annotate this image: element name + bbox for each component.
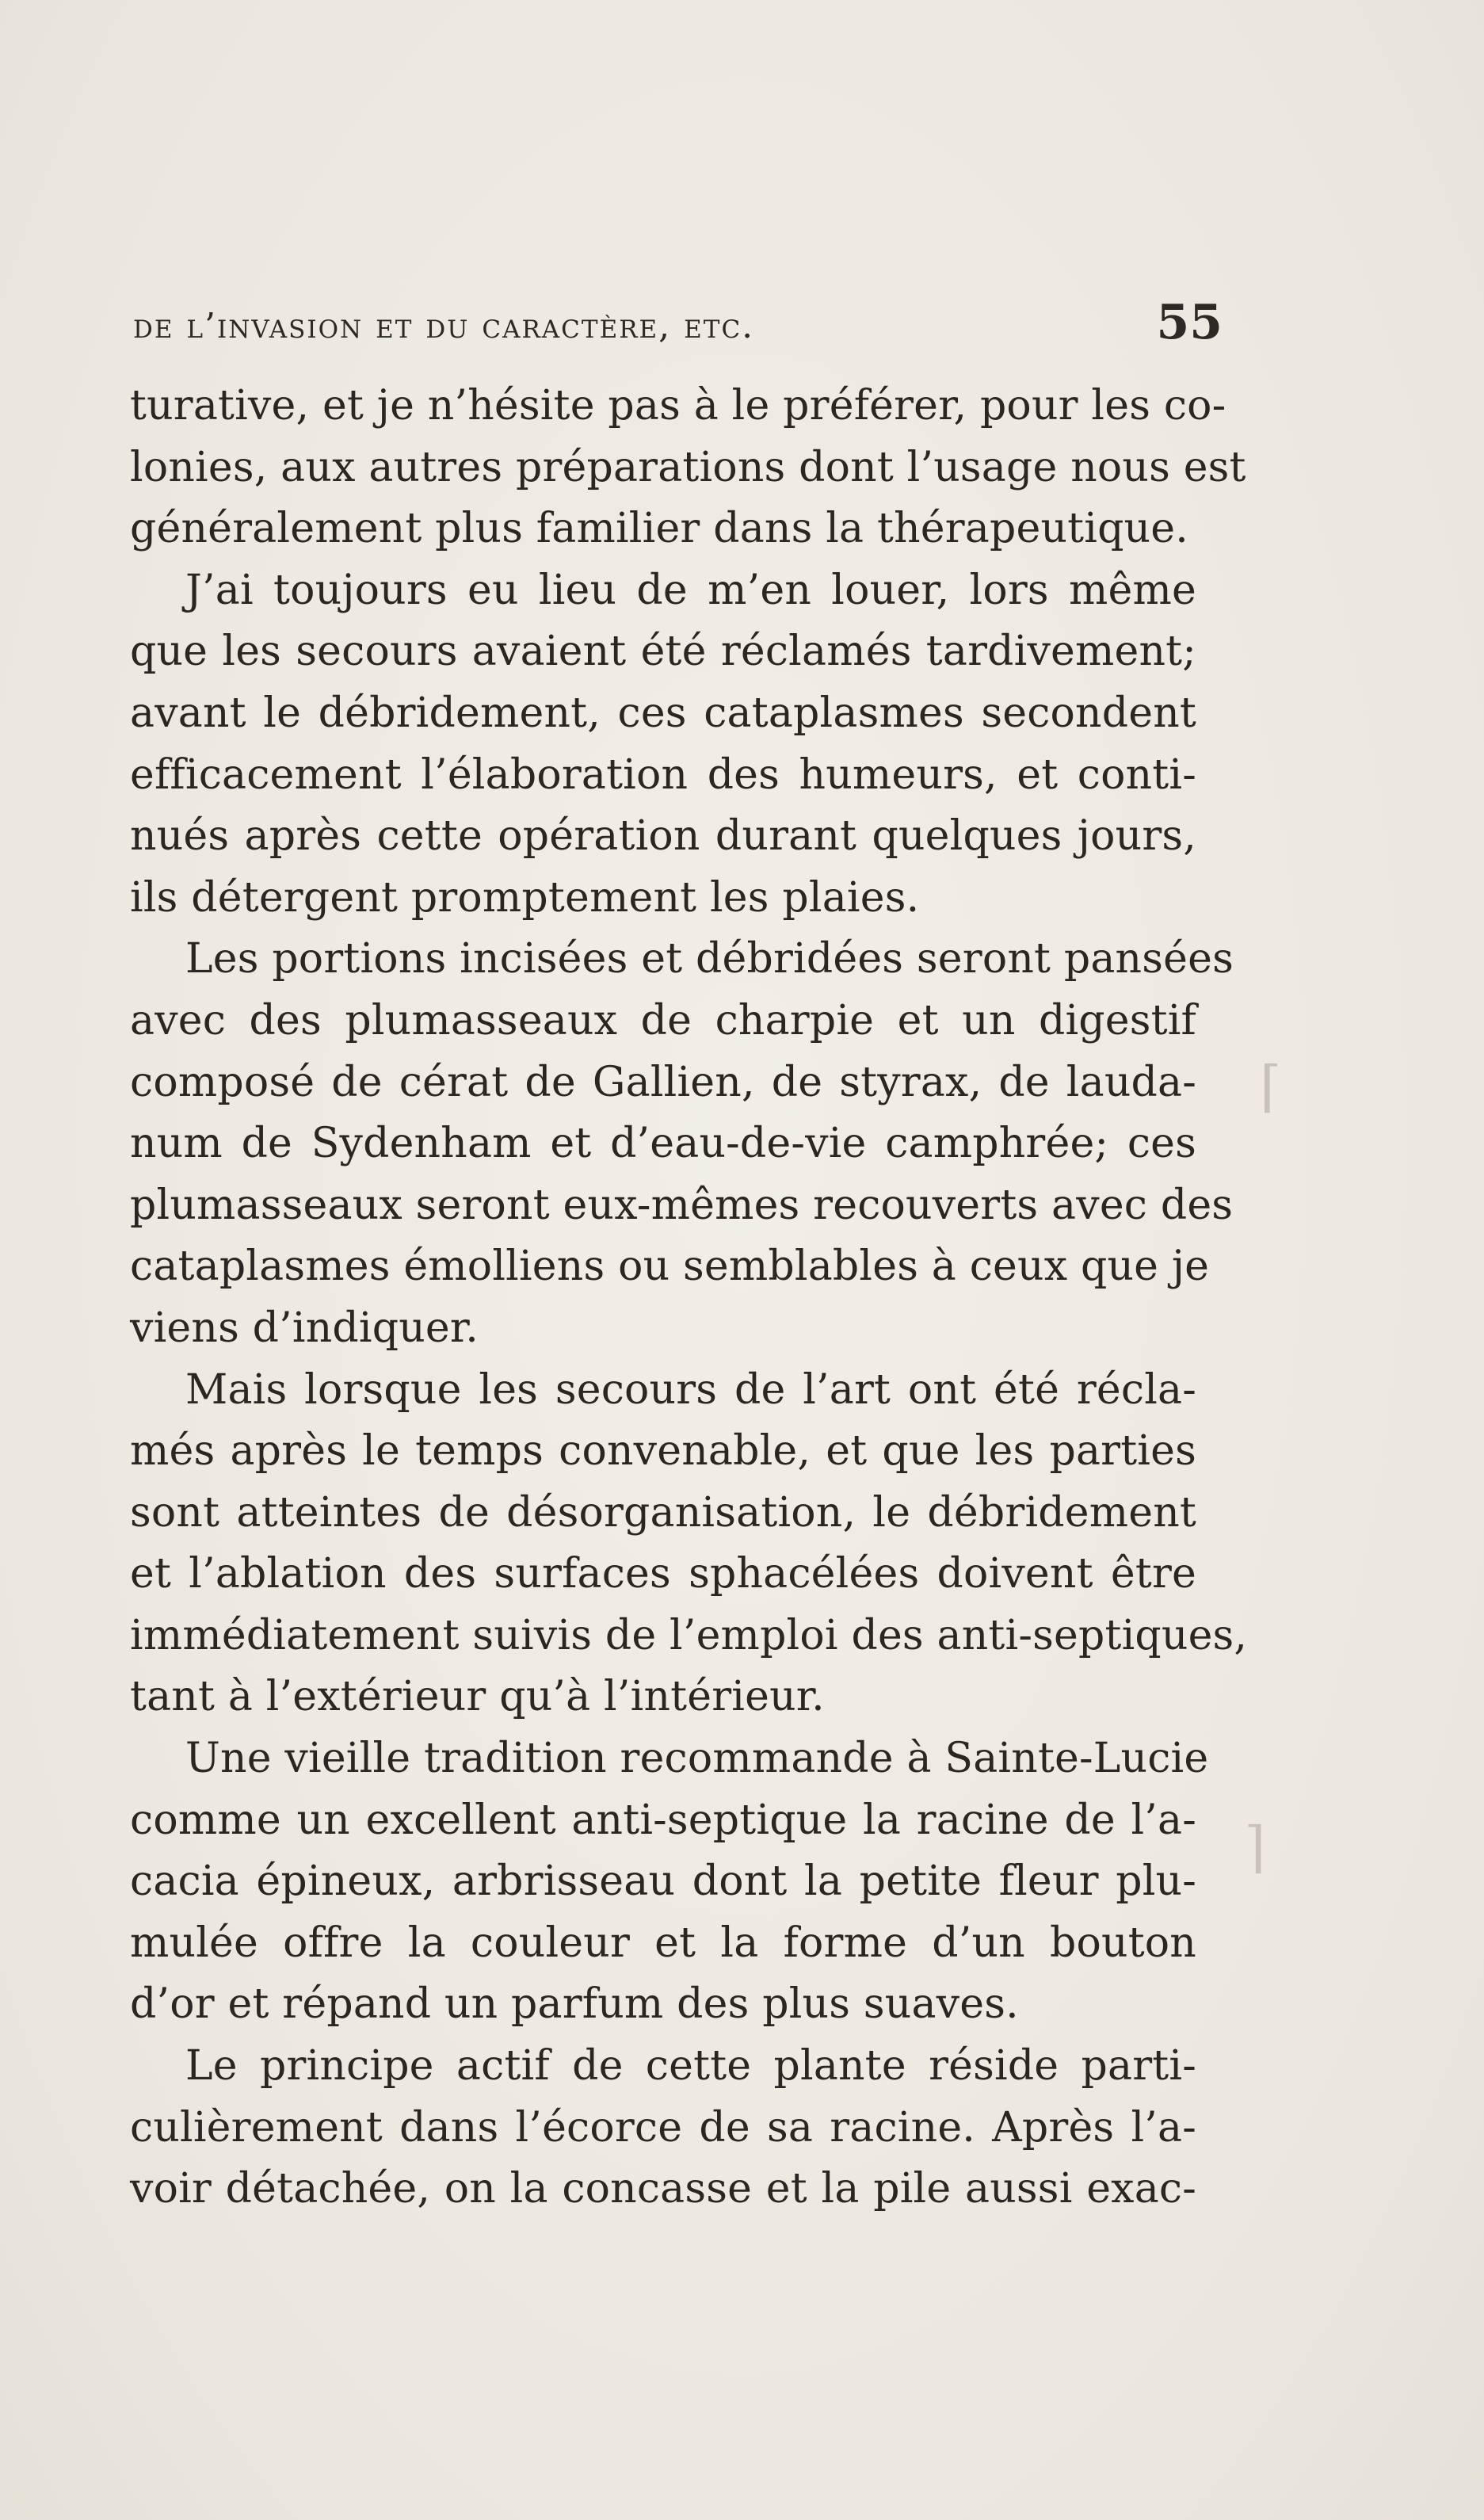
text-line: Une vieille tradition recommande à Sainte-Lucie xyxy=(185,1735,1209,1783)
text-line: Mais lorsque les secours de l’art ont été récla- xyxy=(185,1365,1196,1414)
text-line: avant le débridement, ces cataplasmes secondent xyxy=(130,689,1196,737)
text-line: turative, et je n’hésite pas à le préférer, pour les co- xyxy=(130,382,1226,430)
text-line: d’or et répand un parfum des plus suaves. xyxy=(130,1980,1019,2029)
page-number: 55 xyxy=(1156,295,1223,350)
text-line: comme un excellent anti-septique la racine de l’a- xyxy=(130,1796,1196,1844)
text-line: voir détachée, on la concasse et la pile aussi exac- xyxy=(130,2165,1196,2213)
text-line: efficacement l’élaboration des humeurs, et conti- xyxy=(130,750,1196,799)
text-line: que les secours avaient été réclamés tardivement; xyxy=(130,628,1196,676)
text-line: num de Sydenham et d’eau-de-vie camphrée; ces xyxy=(130,1120,1196,1168)
text-line: més après le temps convenable, et que les parties xyxy=(130,1427,1196,1476)
text-line: avec des plumasseaux de charpie et un digestif xyxy=(130,996,1196,1044)
text-line: culièrement dans l’écorce de sa racine. Après l’a- xyxy=(130,2103,1196,2152)
running-title: de l’invasion et du caractère, etc. xyxy=(133,306,755,346)
text-line: lonies, aux autres préparations dont l’usage nous est xyxy=(130,443,1246,491)
margin-pencil-mark: ⌈ xyxy=(1260,1054,1282,1119)
text-line: cataplasmes émolliens ou semblables à ceux que je xyxy=(130,1243,1210,1291)
text-line: et l’ablation des surfaces sphacélées doivent être xyxy=(130,1550,1196,1598)
text-line: cacia épineux, arbrisseau dont la petite fleur plu- xyxy=(130,1858,1196,1906)
margin-pencil-mark: ⌉ xyxy=(1244,1815,1266,1880)
text-line: tant à l’extérieur qu’à l’intérieur. xyxy=(130,1673,825,1721)
text-line: viens d’indiquer. xyxy=(130,1304,479,1352)
text-line: J’ai toujours eu lieu de m’en louer, lors même xyxy=(185,566,1196,614)
text-line: sont atteintes de désorganisation, le débridement xyxy=(130,1488,1196,1537)
text-line: immédiatement suivis de l’emploi des anti-septiques, xyxy=(130,1611,1248,1659)
text-line: nués après cette opération durant quelques jours, xyxy=(130,812,1196,861)
text-line: mulée offre la couleur et la forme d’un bouton xyxy=(130,1919,1196,1967)
text-line: composé de cérat de Gallien, de styrax, de lauda- xyxy=(130,1058,1196,1106)
page-header xyxy=(133,295,1223,358)
body-text xyxy=(130,376,1248,2220)
text-line: plumasseaux seront eux-mêmes recouverts avec des xyxy=(130,1181,1234,1229)
text-line: ils détergent promptement les plaies. xyxy=(130,873,920,922)
text-line: Les portions incisées et débridées seront pansées xyxy=(185,935,1234,983)
text-line: Le principe actif de cette plante réside parti- xyxy=(185,2042,1196,2090)
text-line: généralement plus familier dans la thérapeutique. xyxy=(130,505,1188,553)
